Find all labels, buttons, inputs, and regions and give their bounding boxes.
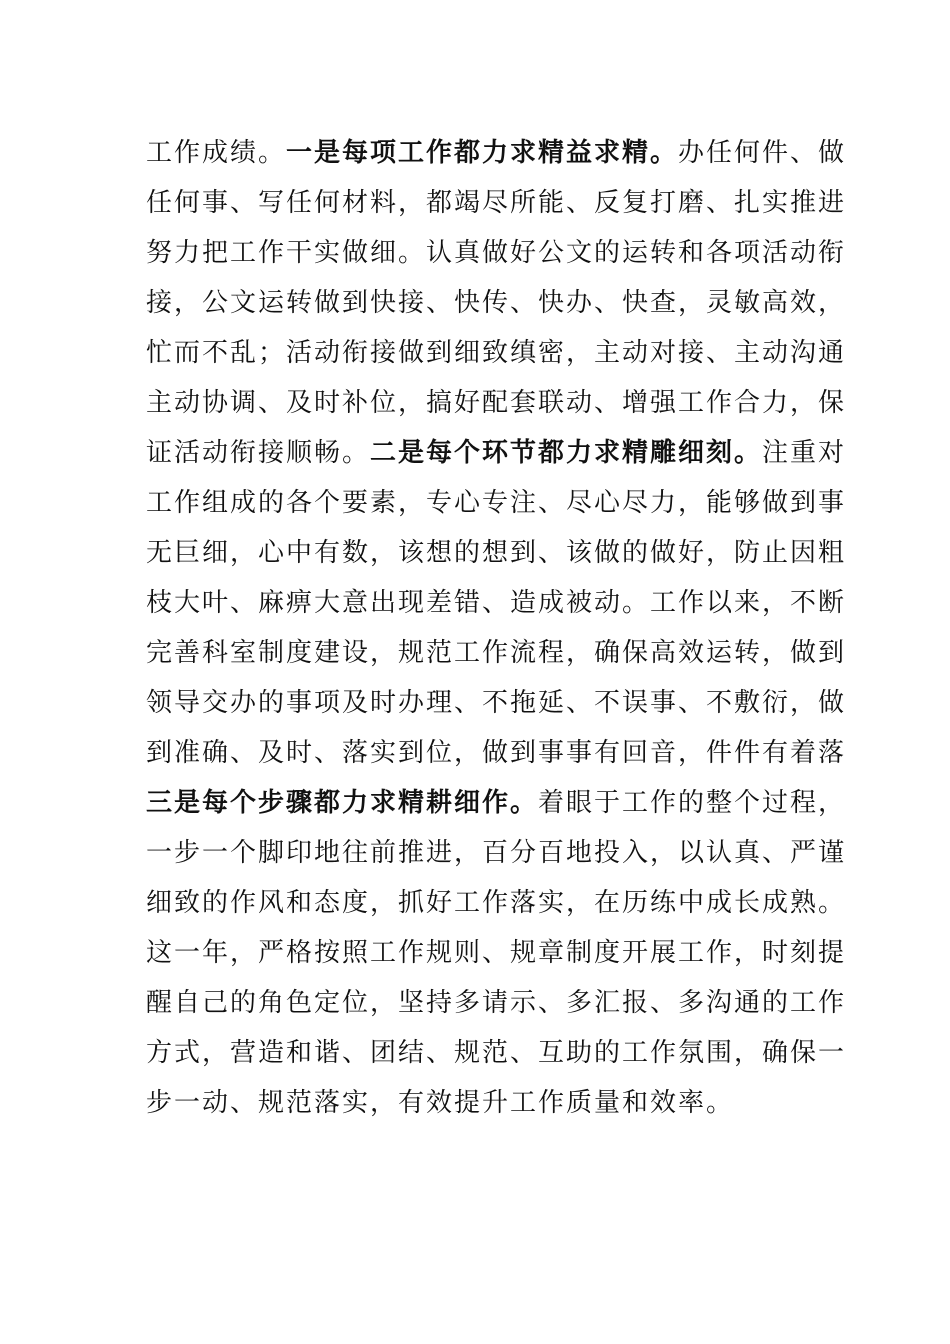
text-line [146,378,847,428]
body-text: 细致的作风和态度，抓好工作落实，在历练中成长成熟。 [146,888,847,918]
body-text: 一步一个脚印地往前推进，百分百地投入，以认真、严谨 [146,838,847,868]
body-text: 工作组成的各个要素，专心专注、尽心尽力，能够做到事 [146,488,847,518]
body-text: 证活动衔接顺畅。 [146,438,371,468]
text-line [146,978,847,1028]
text-line [146,228,847,278]
text-line [146,1028,847,1078]
body-text: 着眼于工作的整个过程， [538,788,847,818]
body-text: 工作成绩。 [146,138,287,168]
body-text: 领导交办的事项及时办理、不拖延、不误事、不敷衍，做 [146,688,847,718]
body-text: 完善科室制度建设，规范工作流程，确保高效运转，做到 [146,638,847,668]
body-paragraph [146,128,847,1128]
body-text: 主动协调、及时补位，搞好配套联动、增强工作合力，保 [146,388,847,418]
body-text: 到准确、及时、落实到位，做到事事有回音，件件有着落 [146,738,847,768]
text-line [146,128,847,178]
body-text: 忙而不乱；活动衔接做到细致缜密，主动对接、主动沟通 [146,338,847,368]
bold-heading-text: 一是每项工作都力求精益求精。 [286,138,679,168]
text-line [146,628,847,678]
body-text: 接，公文运转做到快接、快传、快办、快查，灵敏高效， [146,288,847,318]
body-text: 注重对 [762,438,847,468]
text-line [146,878,847,928]
text-line [146,178,847,228]
body-text: 办任何件、做 [678,138,847,168]
text-line [146,728,847,778]
bold-heading-text: 三是每个步骤都力求精耕细作。 [146,788,539,818]
body-text: 努力把工作干实做细。认真做好公文的运转和各项活动衔 [146,238,847,268]
body-text: 任何事、写任何材料，都竭尽所能、反复打磨、扎实推进 [146,188,847,218]
text-line [146,778,847,828]
body-text: 步一动、规范落实，有效提升工作质量和效率。 [146,1088,735,1118]
text-line [146,478,847,528]
text-line [146,828,847,878]
text-line [146,278,847,328]
text-line [146,1078,810,1128]
text-line [146,678,847,728]
text-line [146,928,847,978]
body-text: 方式，营造和谐、团结、规范、互助的工作氛围，确保一 [146,1038,847,1068]
body-text: 这一年，严格按照工作规则、规章制度开展工作，时刻提 [146,938,847,968]
text-line [146,578,847,628]
text-line [146,428,847,478]
text-line [146,328,847,378]
body-text: 醒自己的角色定位，坚持多请示、多汇报、多沟通的工作 [146,988,847,1018]
text-line [146,528,847,578]
bold-heading-text: 二是每个环节都力求精雕细刻。 [370,438,763,468]
body-text: 枝大叶、麻痹大意出现差错、造成被动。工作以来，不断 [146,588,847,618]
body-text: 无巨细，心中有数，该想的想到、该做的做好，防止因粗 [146,538,847,568]
